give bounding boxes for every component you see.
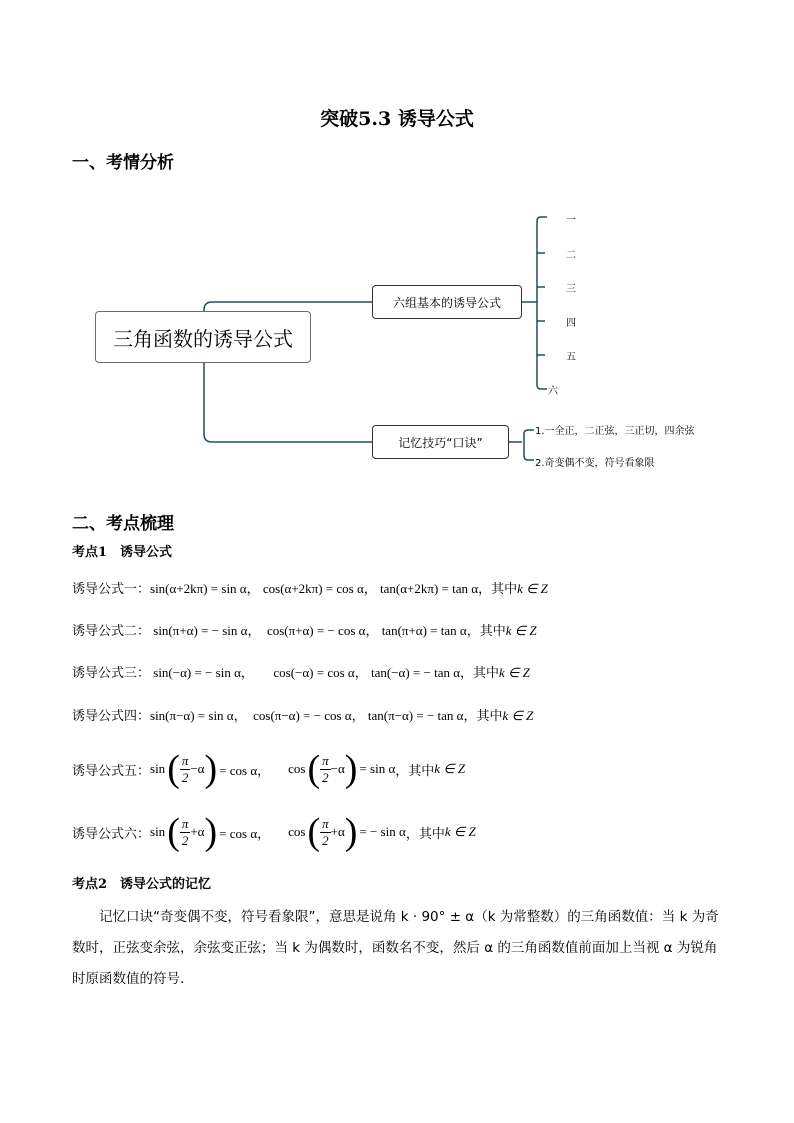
formula-expr: sin(−α) = − sin α， cos(−α) = cos α， tan(−α) = − tan α bbox=[150, 665, 461, 680]
fraction-den: 2 bbox=[322, 769, 329, 785]
mind-map-branch-formulas: 六组基本的诱导公式 bbox=[372, 285, 522, 319]
mind-map-leaf: 四 bbox=[566, 318, 576, 329]
mind-map-root: 三角函数的诱导公式 bbox=[95, 311, 311, 363]
fraction-num: π bbox=[181, 752, 189, 768]
fraction bbox=[320, 816, 331, 849]
formula-cond: k ∈ Z bbox=[502, 708, 534, 723]
section-heading-analysis: 一、考情分析 bbox=[72, 153, 174, 173]
mind-map-leaf: 五 bbox=[566, 352, 576, 363]
formula-fn: sin bbox=[150, 824, 166, 839]
formula-op: −α bbox=[330, 761, 345, 776]
point-heading: 考点2 诱导公式的记忆 bbox=[72, 877, 212, 892]
formula-label: 诱导公式五： bbox=[72, 763, 151, 779]
formula-label: 诱导公式四： bbox=[72, 709, 151, 724]
formula-label: 诱导公式六： bbox=[72, 826, 151, 842]
formula-line-5 bbox=[72, 747, 465, 791]
formula-suffix: ，其中 bbox=[466, 624, 506, 639]
formula-expr: sin(π−α) = sin α， cos(π−α) = − cos α， tan(π−α) = − tan α bbox=[150, 708, 464, 723]
fraction bbox=[180, 816, 191, 849]
formula-label: 诱导公式二： bbox=[72, 624, 151, 639]
formula-cond: k ∈ Z bbox=[444, 824, 476, 839]
formula-label: 诱导公式一： bbox=[72, 582, 151, 597]
paren-right: ) bbox=[204, 811, 218, 853]
formula-rhs: = − sin α bbox=[359, 824, 406, 839]
section-heading-review: 二、考点梳理 bbox=[72, 514, 174, 534]
mind-map-leaf: 1.一全正，二正弦，三正切，四余弦 bbox=[535, 426, 695, 437]
paren-left: ( bbox=[307, 811, 321, 853]
formula-fn: sin bbox=[150, 761, 166, 776]
mind-map-leaf: 一 bbox=[566, 215, 576, 226]
formula-fn: cos bbox=[288, 824, 306, 839]
formula-line-2 bbox=[72, 620, 537, 639]
point-heading: 考点1 诱导公式 bbox=[72, 545, 173, 560]
paren-left: ( bbox=[167, 811, 180, 853]
formula-expr: sin(π+α) = − sin α， cos(π+α) = − cos α， tan(π+α) = tan α bbox=[150, 623, 467, 638]
formula-line-3 bbox=[72, 662, 530, 681]
fraction-num: π bbox=[322, 815, 329, 831]
mnemonic-paragraph: 记忆口诀“奇变偶不变，符号看象限”，意思是说角 k · 90° ± α（k 为常整数）的三角函数值：当 k 为奇数时，正弦变余弦，余弦变正弦；当 k 为偶数时，函数名不变，然后 α 的三角函数值前面加上当视 α 为锐角时原函数值的符号. bbox=[72, 909, 719, 987]
formula-line-1 bbox=[72, 578, 548, 597]
formula-op: +α bbox=[330, 824, 345, 839]
formula-cond: k ∈ Z bbox=[434, 761, 466, 776]
mind-map-leaf: 二 bbox=[566, 250, 576, 261]
formula-cond: k ∈ Z bbox=[517, 581, 548, 596]
formula-op: −α bbox=[190, 761, 205, 776]
paren-left: ( bbox=[307, 748, 321, 790]
fraction-den: 2 bbox=[322, 832, 329, 848]
formula-rhs: = cos α， bbox=[219, 762, 271, 778]
formula-cond: k ∈ Z bbox=[499, 665, 530, 680]
paren-right: ) bbox=[204, 748, 218, 790]
formula-rhs: = sin α bbox=[359, 761, 396, 776]
fraction bbox=[180, 753, 191, 786]
formula-suffix: ，其中 bbox=[395, 763, 435, 779]
mind-map-leaf: 2.奇变偶不变，符号看象限 bbox=[535, 458, 655, 469]
fraction bbox=[320, 753, 331, 786]
paren-left: ( bbox=[167, 748, 180, 790]
formula-line-4 bbox=[72, 705, 533, 724]
mind-map-leaf: 六 bbox=[548, 386, 558, 397]
formula-cond: k ∈ Z bbox=[505, 623, 537, 638]
fraction-num: π bbox=[322, 752, 329, 768]
fraction-den: 2 bbox=[181, 832, 189, 848]
fraction-num: π bbox=[181, 815, 189, 831]
paren-right: ) bbox=[344, 748, 358, 790]
formula-suffix: ，其中 bbox=[478, 582, 518, 597]
formula-rhs: = cos α， bbox=[219, 825, 271, 841]
mind-map-connectors bbox=[0, 0, 794, 480]
formula-suffix: ，其中 bbox=[405, 826, 445, 842]
mind-map-branch-mnemonic: 记忆技巧“口诀” bbox=[372, 425, 509, 459]
formula-suffix: ，其中 bbox=[460, 666, 500, 681]
formula-expr: sin(α+2kπ) = sin α， cos(α+2kπ) = cos α， tan(α+2kπ) = tan α bbox=[150, 581, 479, 596]
formula-suffix: ，其中 bbox=[463, 709, 503, 724]
formula-line-6 bbox=[72, 810, 476, 854]
formula-op: +α bbox=[190, 824, 205, 839]
paren-right: ) bbox=[344, 811, 358, 853]
fraction-den: 2 bbox=[181, 769, 189, 785]
mind-map-leaf: 三 bbox=[566, 284, 576, 295]
page-title: 突破5.3 诱导公式 bbox=[320, 108, 474, 130]
formula-label: 诱导公式三： bbox=[72, 666, 151, 681]
formula-fn: cos bbox=[288, 761, 306, 776]
